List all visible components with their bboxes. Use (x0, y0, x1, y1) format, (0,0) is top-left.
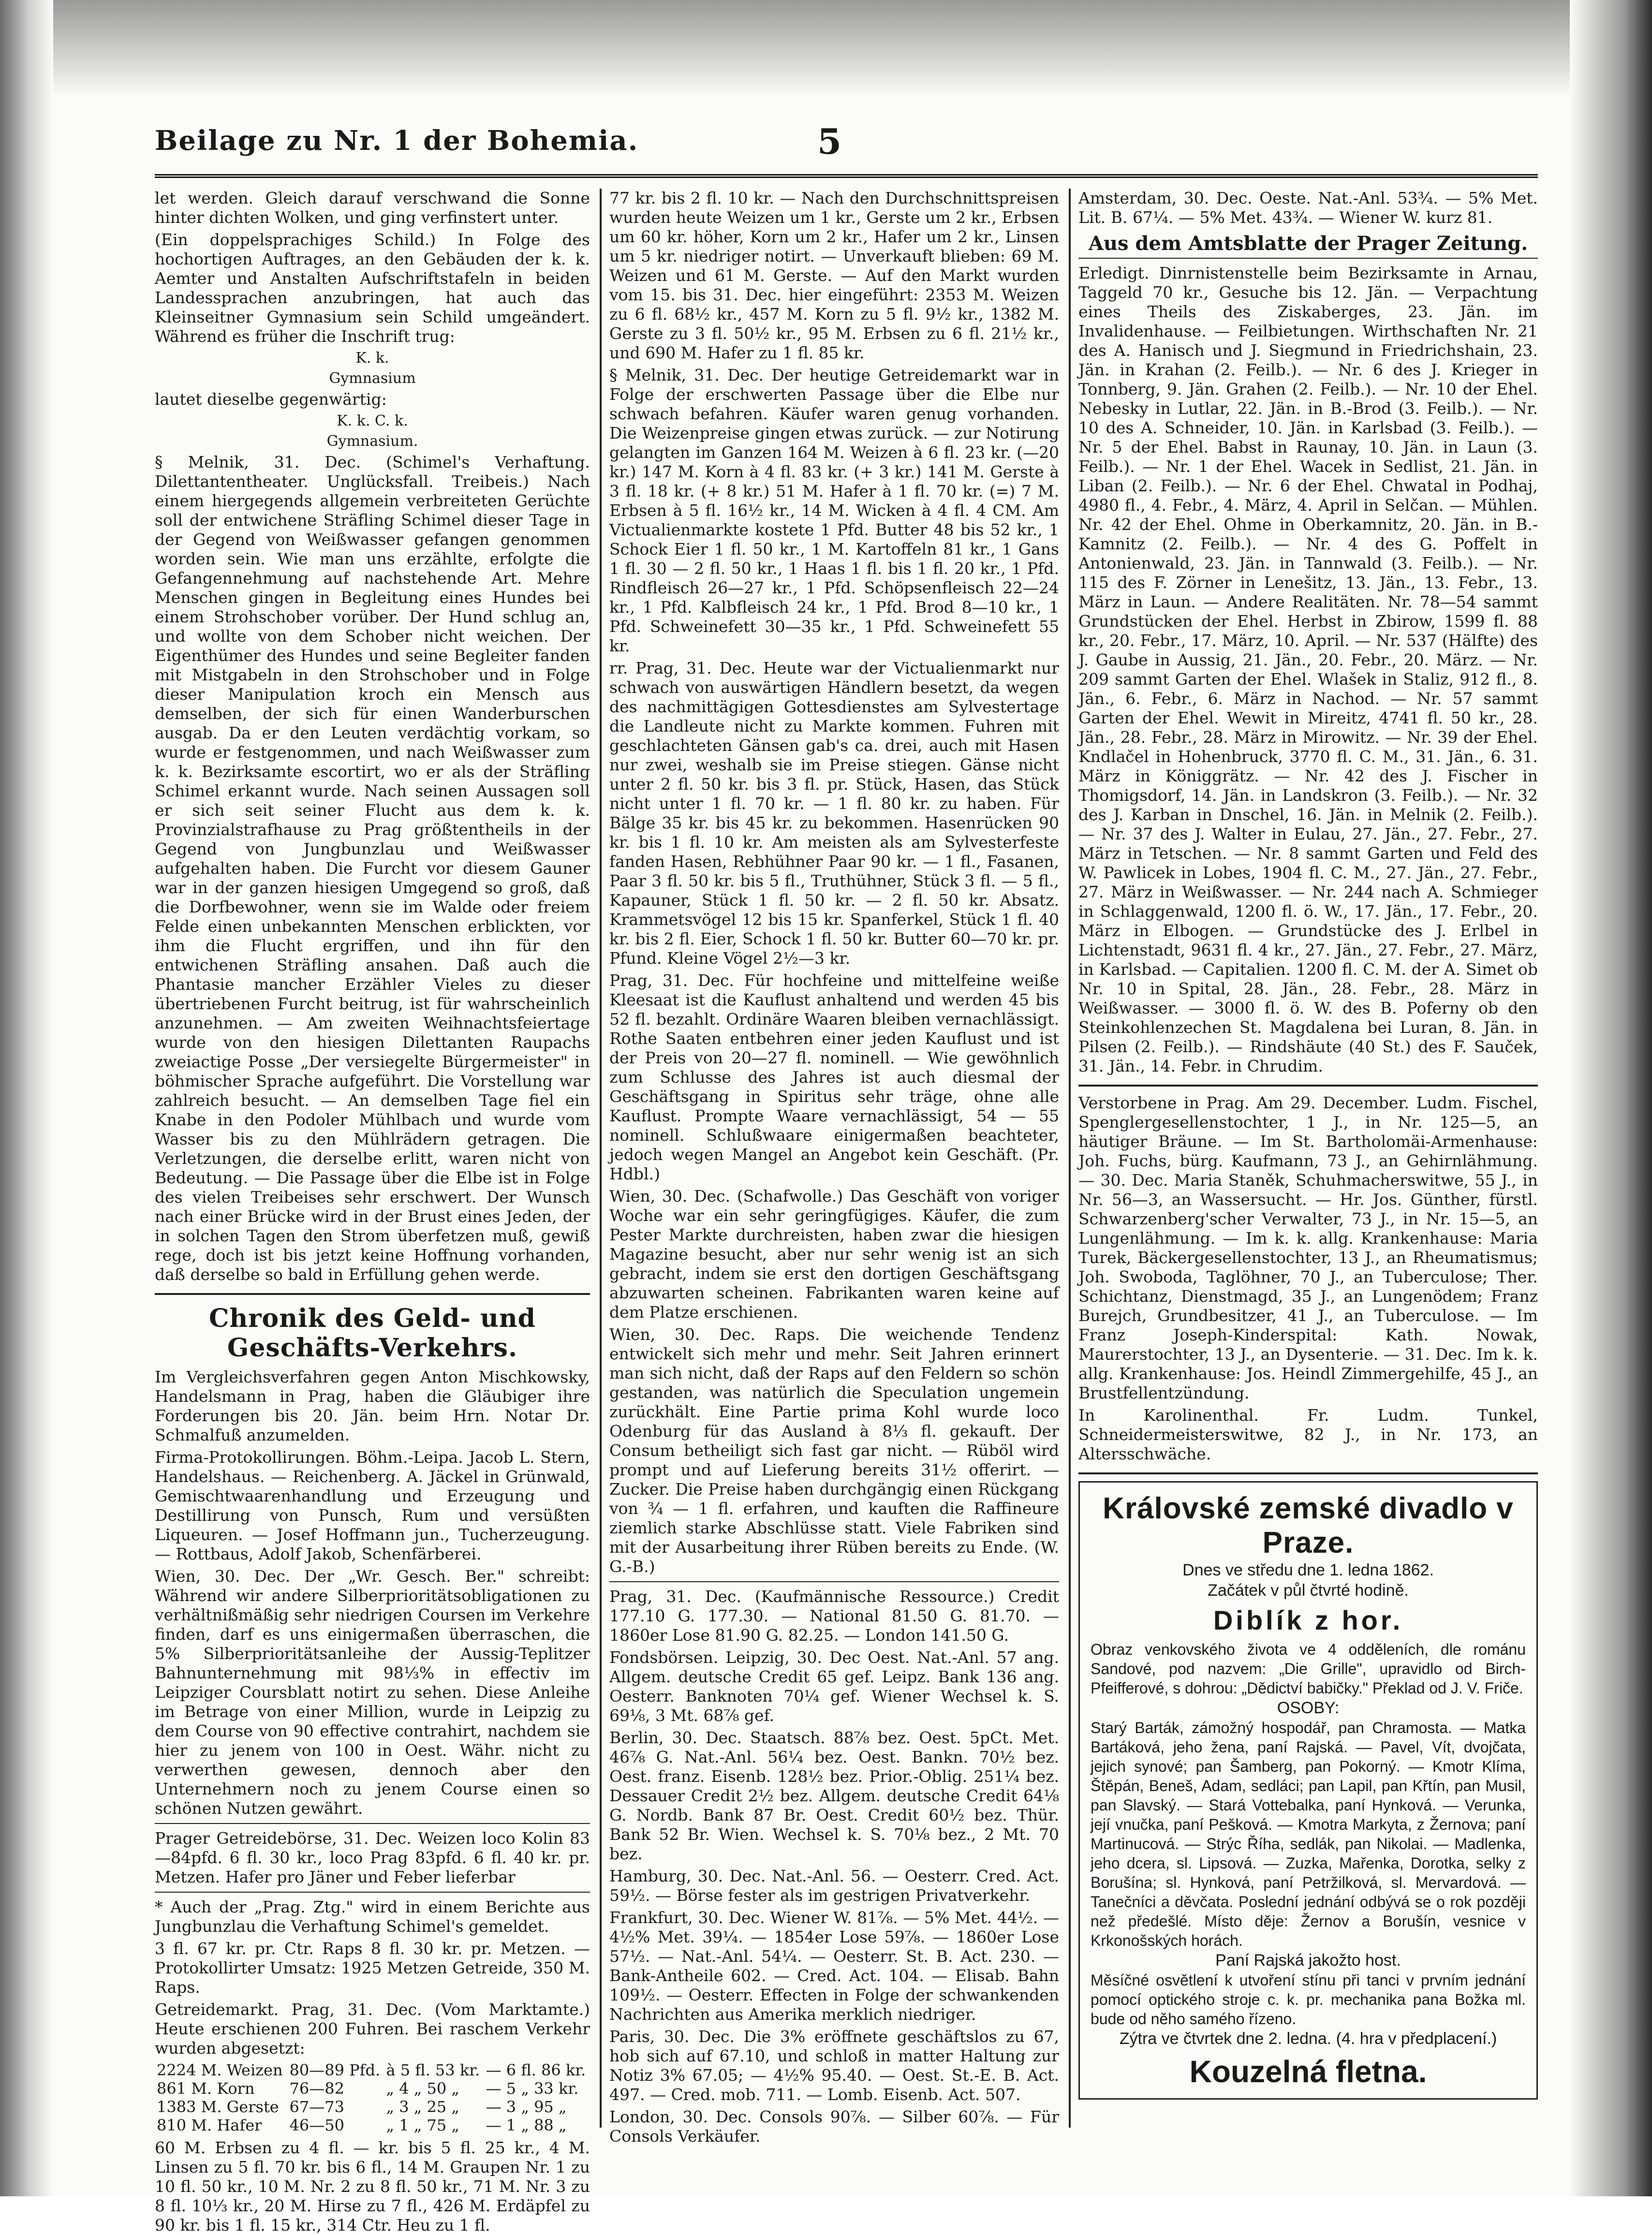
footnote: * Auch der „Prag. Ztg." wird in einem Berichte aus Jungbunzlau die Verhaftung Schimel's gemeldet. (155, 1897, 590, 1936)
article-firma: Firma-Protokollirungen. Böhm.-Leipa. Jacob L. Stern, Handelshaus. — Reichenberg. A. Jäckel in Grünwald, Gemischtwaarenhandlung und Erzeugung und Destillirung von Punsch, Rum und versüßten Liqueuren. — Josef Hoffmann jun., Tucherzeugung. — Rottbaus, Adolf Jakob, Schenfärberei. (155, 1448, 590, 1563)
section-divider (1078, 1085, 1538, 1087)
table-cell: 80—89 Pfd. (289, 2061, 381, 2079)
gym-new-line-2: Gymnasium. (326, 433, 418, 450)
table-cell: „ 3 „ 25 „ (386, 2098, 459, 2116)
theatre-advertisement (1078, 1481, 1538, 2100)
gym-old-line-2: Gymnasium (329, 370, 416, 387)
article-berlin: Berlin, 30. Dec. Staatsch. 88⅞ bez. Oest. 5pCt. Met. 46⅞ G. Nat.-Anl. 56¼ bez. Oest. Bankn. 70½ bez. Oest. franz. Eisenb. 128½ bez. Prior.-Oblig. 251¼ bez. Dessauer Credit 2½ bez. Allgem. deutsche Credit 64⅛ G. Nordb. Bank 87 Br. Oest. Credit 60½ bez. Thür. Bank 52 Br. Wien. Wechsel k. S. 70⅛ bez., 2 Mt. 70 bez. (609, 1728, 1059, 1863)
scan-edge-left (0, 0, 53, 2196)
ad-osoby-label: OSOBY: (1277, 1699, 1340, 1717)
table-row (155, 2098, 590, 2116)
table-cell: „ 4 „ 50 „ (386, 2079, 459, 2098)
section-divider (1078, 1472, 1538, 1474)
article-intro: let werden. Gleich darauf verschwand die Sonne hinter dichten Wolken, und ging verfinstert unter. (155, 189, 590, 227)
article-prag-kleesaat: Prag, 31. Dec. Für hochfeine und mittelfeine weiße Kleesaat ist die Kauflust anhaltend und werden 45 bis 52 fl. bezahlt. Ordinäre Waaren bleiben vernachlässigt. Rothe Saaten entbehren einer jeden Kauflust und ist der Preis von 20—27 fl. nominell. — Wie gewöhnlich zum Schlusse des Jahres ist auch diesmal der Geschäftsgang in Spiritus sehr träge, ohne alle Kauflust. Prompte Waare vernachlässigt, 54 — 55 nominell. Schlußwaare einigermaßen beachteter, jedoch wegen Mangel an Angebot kein Geschäft. (Pr. Hdbl.) (609, 971, 1059, 1183)
ad-cast: Starý Barták, zámožný hospodář, pan Chramosta. — Matka Bartáková, jeho žena, paní Rajská. — Pavel, Vít, dvojčata, jejich synové; pan Šamberg, pan Pokorný. — Kmotr Klíma, Štěpán, Beneš, Adam, sedláci; pan Lapil, pan Křtín, pan Musil, pan Slavský. — Stará Vottebalka, paní Hynková. — Verunka, její vnučka, paní Pešková. — Kmotra Markyta, z Žernova; paní Martinucová. — Strýc Říha, sedlák, pan Nikolai. — Madlenka, jeho dcera, sl. Lipsová. — Zuzka, Mařenka, Dorotka, selky z Borušína; sl. Hynková, paní Petržilková, sl. Mervardová. — Tanečníci a děvčata. Poslední jednání odbývá se o rok později než předešlé. Místo děje: Žernov a Borušín, vesnice v Krkonošských horách. (1091, 1719, 1526, 1949)
article-hamburg: Hamburg, 30. Dec. Nat.-Anl. 56. — Oesterr. Cred. Act. 59½. — Börse fester als im gestrigen Privatverkehr. (609, 1867, 1059, 1905)
article-wien: Wien, 30. Dec. Der „Wr. Gesch. Ber." schreibt: Während wir andere Silberprioritätsobligationen zu verhältnißmäßig sehr niedrigen Coursen im Verkehre finden, darf es uns einigermaßen überraschen, die 5% Silberprioritätsanleihe der Aussig-Teplitzer Bahnunternehmung mit 98⅓% in effectiv im Leipziger Coursblatt notirt zu sehen. Diese Anleihe im Betrage von einer Million, wurde in Leipzig zu dem Course von 90 effective contrahirt, nachdem sie hier zu jenem von 100 in Oest. Währ. nicht zu verwerthen gewesen, dennoch aber den Unternehmern noch zu jenem Course einen so schönen Nutzen gewährt. (155, 1567, 590, 1818)
table-row (155, 2079, 590, 2098)
table-cell: à 5 fl. 53 kr. (386, 2061, 480, 2079)
article-london: London, 30. Dec. Consols 90⅞. — Silber 60⅞. — Für Consols Verkäufer. (609, 2107, 1059, 2146)
scan-edge-right (1570, 0, 1652, 2196)
table-cell: 861 M. Korn (157, 2079, 255, 2098)
article-frankfurt: Frankfurt, 30. Dec. Wiener W. 81⅞. — 5% Met. 44½. — 4½% Met. 39¼. — 1854er Lose 59⅞. — 1860er Lose 57½. — Nat.-Anl. 54¼. — Oesterr. St. B. Act. 230. — Bank-Antheile 602. — Cred. Act. 104. — Elisab. Bahn 109½. — Oesterr. Effecten in Folge der schwankenden Nachrichten aus Amerika merklich niedriger. (609, 1908, 1059, 2024)
table-cell: — 5 „ 33 kr. (486, 2079, 579, 2098)
table-cell: — 6 fl. 86 kr. (486, 2061, 586, 2079)
article-getreidemarkt: Getreidemarkt. Prag, 31. Dec. (Vom Marktamte.) Heute erschienen 200 Fuhren. Bei raschem Verkehr wurden abgesetzt: (155, 2000, 590, 2058)
gym-new-line-1: K. k. C. k. (337, 412, 408, 429)
article-melnik-market: § Melnik, 31. Dec. Der heutige Getreidemarkt war in Folge der erschwerten Passage über die Elbe nur schwach befahren. Käufer waren genug vorhanden. Die Weizenpreise gingen etwas zurück. — zur Notirung gelangten im Ganzen 164 M. Weizen à 6 fl. 23 kr. (—20 kr.) 147 M. Korn à 4 fl. 83 kr. (+ 3 kr.) 141 M. Gerste à 3 fl. 18 kr. (+ 8 kr.) 51 M. Hafer à 1 fl. 70 kr. (=) 7 M. Erbsen à 5 fl. 16½ kr., 14 M. Wicken à 4 fl. 4 CM. Am Victualienmarkte kostete 1 Pfd. Butter 48 bis 52 kr., 1 Schock Eier 1 fl. 50 kr., 1 M. Kartoffeln 81 kr., 1 Gans 1 fl. 30 — 2 fl. 50 kr., 1 Haas 1 fl. bis 1 fl. 20 kr., 1 Pfd. Rindfleisch 26—27 kr., 1 Pfd. Schöpsenfleisch 22—24 kr., 1 Pfd. Kalbfleisch 24 kr., 1 Pfd. Brod 8—10 kr., 1 Pfd. Schweinefett 30—35 kr., 1 Pfd. Schweinefett 55 kr. (609, 366, 1059, 655)
table-cell: 76—82 (289, 2079, 344, 2098)
column-rule-2 (1069, 189, 1071, 2128)
table-row (155, 2061, 590, 2079)
article-fondsboersen: Fondsbörsen. Leipzig, 30. Dec Oest. Nat.-Anl. 57 ang. Allgem. deutsche Credit 65 gef. Leipz. Bank 136 ang. Oesterr. Banknoten 70¼ gef. Wiener Wechsel k. S. 69⅛, 3 Mt. 68⅞ gef. (609, 1648, 1059, 1725)
table-cell: 1383 M. Gerste (157, 2098, 279, 2116)
table-cell: — 3 „ 95 „ (486, 2098, 567, 2116)
article-prag-credit: Prag, 31. Dec. (Kaufmännische Ressource.) Credit 177.10 G. 177.30. — National 81.50 G. 81.70. — 1860er Lose 81.90 G. 82.25. — London 141.50 G. (609, 1587, 1059, 1645)
page-number: 5 (817, 121, 842, 162)
article-prag-victual: rr. Prag, 31. Dec. Heute war der Victualienmarkt nur schwach von auswärtigen Händlern besetzt, da wegen des nachmittägigen Gottesdienstes am Sylvestertage die Landleute nicht zu Markte kommen. Fuhren mit geschlachteten Gänsen gab's ca. drei, auch mit Hasen nur zwei, weshalb sie im Preise stiegen. Gänse nicht unter 2 fl. 50 kr. bis 3 fl. pr. Stück, Hasen, das Stück nicht unter 1 fl. 70 kr. — 1 fl. 80 kr. zu haben. Für Bälge 35 kr. bis 45 kr. zu bekommen. Hasenrücken 90 kr. bis 1 fl. 10 kr. Am meisten als am Sylvesterfeste fanden Hasen, Rebhühner Paar 90 kr. — 1 fl., Fasanen, Paar 3 fl. 50 kr. bis 5 fl., Truthühner, Stück 3 fl. — 5 fl., Kapauner, Stück 1 fl. 50 kr. — 2 fl. 50 kr. Absatz. Krammetsvögel 12 bis 15 kr. Spanferkel, Stück 1 fl. 40 kr. bis 2 fl. Eier, Schock 1 fl. 50 kr. Butter 60—70 kr. pr. Pfund. Kleine Vögel 2½—3 kr. (609, 659, 1059, 968)
table-cell: 46—50 (289, 2116, 344, 2134)
ad-lighting-note: Měsíčné osvětlení k utvoření stínu při tanci v prvním jednání pomocí optického stroje c. k. pr. mechanika pana Božka ml. bude od něho samého řízeno. (1091, 1971, 1526, 2028)
article-paris: Paris, 30. Dec. Die 3% eröffnete geschäftslos zu 67, hob sich auf 67.10, und schloß in matter Haltung zur Notiz 3% 67.05; — 4½% 95.40. — Oest. St.-E. B. Act. 497. — Cred. mob. 711. — Lomb. Eisenb. Act. 507. (609, 2027, 1059, 2104)
ad-date: Dnes ve středu dne 1. ledna 1862. (1182, 1561, 1434, 1579)
page-header (155, 121, 1538, 178)
ad-next-show: Zýtra ve čtvrtek dne 2. ledna. (4. hra v předplacení.) (1119, 2029, 1497, 2048)
table-row (155, 2116, 590, 2134)
gym-old-line-1: K. k. (355, 350, 389, 367)
header-title: Beilage zu Nr. 1 der Bohemia. (155, 125, 639, 157)
table-cell: „ 1 „ 75 „ (386, 2116, 459, 2134)
article-karolinenthal: In Karolinenthal. Fr. Ludm. Tunkel, Schneidermeisterswitwe, 82 J., in Nr. 173, an Altersschwäche. (1078, 1406, 1538, 1463)
article-grain-end: 60 M. Erbsen zu 4 fl. — kr. bis 5 fl. 25 kr., 4 M. Linsen zu 5 fl. 70 kr. bis 6 fl., 14 M. Graupen Nr. 1 zu 10 fl. 50 kr., 10 M. Nr. 2 zu 8 fl. 50 kr., 71 M. Nr. 3 zu 8 fl. 10⅓ kr., 20 M. Hirse zu 7 fl., 426 M. Erdäpfel zu 90 kr. bis 1 fl. 15 kr., 314 Ctr. Heu zu 1 fl. (155, 2138, 590, 2235)
article-wien-schafwolle: Wien, 30. Dec. (Schafwolle.) Das Geschäft von voriger Woche war ein sehr geringfügiges. Käufer, die zum Pester Markte durchreisten, haben zwar die hiesigen Magazine besucht, aber nur sehr wenig ist an sich gebracht, indem sie erst den dortigen Geschäftsgang abzuwarten scheinen. Fabrikanten waren keine auf dem Platze erschienen. (609, 1187, 1059, 1322)
table-cell: 810 M. Hafer (157, 2116, 262, 2134)
ad-play-title: Diblík z hor. (1213, 1605, 1403, 1635)
ad-description: Obraz venkovského života ve 4 odděleních, dle románu Sandové, pod nazvem: „Die Grille", upravidlo od Birch-Pfeifferové, s dohrou: „Dědictví babičky." Překlad od J. V. Friče. (1091, 1641, 1526, 1697)
column-1 (155, 189, 590, 2235)
article-melnik: § Melnik, 31. Dec. (Schimel's Verhaftung. Dilettantentheater. Unglücksfall. Treibeis.) Nach einem hiergegends allgemein verbreiteten Gerüchte soll der entwichene Sträfling Schimel dieser Tage in der Gegend von Weißwasser gefangen genommen worden sein. Wie man uns erzählte, erfolgte die Gefangennehmung auf nachstehende Art. Mehre Menschen gingen in Begleitung eines Hundes bei einem Strohschober vorüber. Der Hund schlug an, und wollte von dem Schober nicht weichen. Der Eigenthümer des Hundes und seine Begleiter fanden mit Mistgabeln in den Strohschober und in Folge dieser Manipulation kroch ein Mensch aus demselben, der sich für einen Wanderburschen ausgab. Da er den Leuten verdächtig vorkam, so wurde er festgenommen, und nach Weißwasser zum k. k. Bezirksamte escortirt, wo er als der Sträfling Schimel erkannt wurde. Nach seinen Aussagen soll er sich seit seiner Flucht aus dem k. k. Provinzialstrafhause zu Prag größtentheils in der Gegend von Jungbunzlau und Weißwasser aufgehalten haben. Die Furcht vor diesem Gauner war in der ganzen hiesigen Umgegend so groß, daß die Dorfbewohner, wenn sie im Walde oder freiem Felde einen unbekannten Menschen erblickten, vor ihm die Flucht ergriffen, und ihn für den entwichenen Sträfling ansahen. Daß auch die Phantasie mancher Erzähler Vieles zu dieser übertriebenen Furcht beitrug, ist für wahrscheinlich anzunehmen. — Am zweiten Weihnachtsfeiertage wurde von den hiesigen Dilettanten Raupachs zweiactige Posse „Der versiegelte Bürgermeister" in böhmischer Sprache aufgeführt. Die Vorstellung war zahlreich besucht. — An demselben Tage fiel ein Knabe in den Podoler Mühlbach und wurde vom Wasser bis zu den Mühlrädern getragen. Die Verletzungen, die derselbe erlitt, waren nicht von Bedeutung. — Die Passage über die Elbe ist in Folge des vielen Treibeises sehr erschwert. Der Wunsch nach einer Brücke wird in der Brust eines Jeden, der in solchen Tagen den Strom überfetzen muß, gewiß rege, doch ist bis jetzt keine Hoffnung vorhanden, daß derselbe so bald in Erfüllung gehen werde. (155, 453, 590, 1284)
article-verstorbene: Verstorbene in Prag. Am 29. December. Ludm. Fischel, Spenglergesellenstochter, 1 J., in Nr. 125—5, an häutiger Bräune. — Im St. Bartholomäi-Armenhause: Joh. Fuchs, bürg. Kaufmann, 73 J., an Gehirnlähmung. — 30. Dec. Maria Staněk, Schuhmacherswitwe, 55 J., in Nr. 56—3, an Wassersucht. — Hr. Jos. Günther, fürstl. Schwarzenberg'scher Verwalter, 73 J., in Nr. 15—5, an Lungenlähmung. — Im k. k. allg. Krankenhause: Maria Turek, Bäckergesellenstochter, 13 J., an Rheumatismus; Joh. Swoboda, Taglöhner, 70 J., an Tuberculose; Ther. Schichtanz, Dienstmagd, 35 J., an Lungenödem; Franz Burejch, Grundbesitzer, 41 J., an Tuberculose. — Im Franz Joseph-Kinderspital: Kath. Nowak, Maurerstochter, 13 J., an Dysenterie. — 31. Dec. Im k. k. allg. Krankenhause: Jos. Heindl Zimmergehilfe, 45 J., an Brustfellentzündung. (1078, 1093, 1538, 1402)
article-lautet: lautet dieselbe gegenwärtig: (155, 390, 387, 409)
divider (609, 1581, 1059, 1582)
article-vergleich: Im Vergleichsverfahren gegen Anton Mischkowsky, Handelsmann in Prag, haben die Gläubiger ihre Forderungen bis 20. Jän. beim Hrn. Notar Dr. Schmalfuß anzumelden. (155, 1367, 590, 1444)
article-erledigt: Erledigt. Dinrnistenstelle beim Bezirksamte in Arnau, Taggeld 70 kr., Gesuche bis 12. Jän. — Verpachtung eines Theils des Ziskaberges, 23. Jän. im Invalidenhause. — Feilbietungen. Wirthschaften Nr. 21 des A. Hanisch und J. Siegmund in Friedrichshain, 23. Jän. in Krahan (2. Feilb.). — Nr. 6 des J. Krieger in Tonnberg, 9. Jän. Grahen (2. Feilb.). — Nr. 10 der Ehel. Nebesky in Lutlar, 22. Jän. in B.-Brod (3. Feilb.). — Nr. 10 des A. Schneider, 10. Jän. in Karlsbad (3. Feilb.). — Nr. 5 der Ehel. Babst in Raunay, 10. Jän. in Laun (3. Feilb.). — Nr. 1 der Ehel. Wacek in Sedlist, 21. Jän. in Liban (2. Feilb.). — Nr. 6 der Ehel. Chwatal in Podhaj, 4980 fl., 4. Febr., 4. März, 4. April in Selčan. — Mühlen. Nr. 42 der Ehel. Ohme in Oberkamnitz, 20. Jän. in B.-Kamnitz (2. Feilb.). — Nr. 4 des G. Poffelt in Antonienwald, 23. Jän. in Tannwald (3. Feilb.). — Nr. 115 des F. Zörner in Lenešitz, 13. Jän., 13. Febr., 13. März in Laun. — Andere Realitäten. Nr. 78—54 sammt Grundstücken der Ehel. Herbst in Zbirow, 1599 fl. 88 kr., 20. Febr., 17. März, 10. April. — Nr. 537 (Hälfte) des J. Gaube in Aussig, 21. Jän., 20. Febr., 20. März. — Nr. 209 sammt Garten der Ehel. Wlašek in Staliz, 912 fl., 8. Jän., 6. Febr., 6. März in Nachod. — Nr. 57 sammt Garten der Ehel. Wewit in Mireitz, 4741 fl. 50 kr., 28. Jän., 28. Febr., 28. März in Mirowitz. — Nr. 39 der Ehel. Kndlačel in Hohenbruck, 3770 fl. C. M., 31. Jän., 6. 31. März in Königgrätz. — Nr. 42 des J. Fischer in Thomigsdorf, 14. Jän. in Landskron (3. Feilb.). — Nr. 32 des J. Karban in Dnschel, 16. Jän. in Melnik (2. Feilb.). — Nr. 37 des J. Walter in Eulau, 27. Jän., 27. Febr., 27. März in Tetschen. — Nr. 8 sammt Garten und Feld des W. Pawlicek in Lobes, 1904 fl. C. M., 27. Jän., 27. Febr., 27. März in Weißwasser. — Nr. 244 nach A. Schmieger in Schlaggenwald, 1200 fl. ö. W., 17. Jän., 17. Febr., 20. März in Elbogen. — Grundstücke des J. Erlbel in Lichtenstadt, 9631 fl. 4 kr., 27. Jän., 27. Febr., 27. März, in Karlsbad. — Capitalien. 1200 fl. C. M. der A. Simet ob Nr. 10 in Spital, 28. Jän., 28. Febr., 28. März in Weißwasser. — 3000 fl. ö. W. des B. Poferny ob den Steinkohlenzechen St. Magdalena bei Luran, 8. Jän. in Pilsen (2. Feilb.). — Rindshäute (40 St.) des F. Sauček, 31. Jän., 14. Febr. in Chrudim. (1078, 264, 1538, 1075)
chronik-heading: Chronik des Geld- und Geschäfts-Verkehrs. (208, 1304, 536, 1363)
article-cont: 77 kr. bis 2 fl. 10 kr. — Nach den Durchschnittspreisen wurden heute Weizen um 1 kr., Gerste um 2 kr., Erbsen um 60 kr. höher, Korn um 2 kr., Hafer um 2 kr., Linsen um 5 kr. niedriger notirt. — Unverkauft blieben: 69 M. Weizen und 61 M. Gerste. — Auf den Markt wurden vom 15. bis 31. Dec. hier eingeführt: 2353 M. Weizen zu 6 fl. 68½ kr., 457 M. Korn zu 5 fl. 9½ kr., 1382 M. Gerste zu 3 fl. 50½ kr., 95 M. Erbsen zu 6 fl. 21½ kr., und 690 M. Hafer zu 1 fl. 85 kr. (609, 189, 1059, 362)
article-wien-raps: Wien, 30. Dec. Raps. Die weichende Tendenz entwickelt sich mehr und mehr. Seit Jahren erinnert man sich nicht, daß der Raps auf den Feldern so schön gestanden, was natürlich die Speculation ungemein zurückhält. Eine Partie prima Kohl wurde loco Odenburg für das Ausland à 8⅓ fl. gekauft. Der Consum betheiligt sich fast gar nicht. — Rüböl wird prompt und auf Lieferung bereits 31½ offerirt. — Zucker. Die Preise haben durchgängig einen Rückgang von ¾ — 1 fl. erfahren, und kauften die Raffineure ziemlich starke Abschlüsse statt. Viele Fabriken sind mit der Ausarbeitung ihrer Rüben bereits zu Ende. (W. G.-B.) (609, 1325, 1059, 1576)
ad-next-title: Kouzelná fletna. (1189, 2054, 1427, 2089)
article-prager-getreide: Prager Getreidebörse, 31. Dec. Weizen loco Kolin 83—84pfd. 6 fl. 30 kr., loco Prag 83pfd. 6 fl. 40 kr. pr. Metzen. Hafer pro Jäner und Feber lieferbar (155, 1829, 590, 1886)
ad-start-time: Začátek v půl čtvrté hodině. (1208, 1581, 1409, 1600)
scan-edge-top (0, 0, 1652, 97)
article-amsterdam: Amsterdam, 30. Dec. Oeste. Nat.-Anl. 53¾. — 5% Met. Lit. B. 67¼. — 5% Met. 43¾. — Wiener W. kurz 81. (1078, 189, 1538, 227)
newspaper-page (155, 121, 1538, 2235)
table-cell: — 1 „ 88 „ (486, 2116, 567, 2134)
article-schild: (Ein doppelsprachiges Schild.) In Folge des hochortigen Auftrages, an den Gebäuden der k. k. Aemter und Anstalten Aufschriftstafeln in beiden Landessprachen anzubringen, hat auch das Kleinseitner Gymnasium sein Schild umgeändert. Während es früher die Inschrift trug: (155, 230, 590, 346)
column-rule-1 (600, 189, 602, 2128)
article-raps: 3 fl. 67 kr. pr. Ctr. Raps 8 fl. 30 kr. pr. Metzen. — Protokollirter Umsatz: 1925 Metzen Getreide, 350 M. Raps. (155, 1939, 590, 1997)
column-3 (1078, 189, 1538, 2128)
ad-guest: Paní Rajská jakožto host. (1215, 1951, 1401, 1970)
table-cell: 67—73 (289, 2098, 344, 2116)
ad-title: Královské zemské divadlo v Praze. (1103, 1492, 1514, 1559)
grain-price-table (155, 2061, 590, 2134)
table-cell: 2224 M. Weizen (157, 2061, 283, 2079)
column-2 (609, 189, 1059, 2146)
amtsblatt-heading: Aus dem Amtsblatte der Prager Zeitung. (1078, 232, 1538, 259)
footnote-divider (155, 1892, 590, 1893)
divider (155, 1823, 590, 1824)
section-divider (155, 1293, 590, 1295)
